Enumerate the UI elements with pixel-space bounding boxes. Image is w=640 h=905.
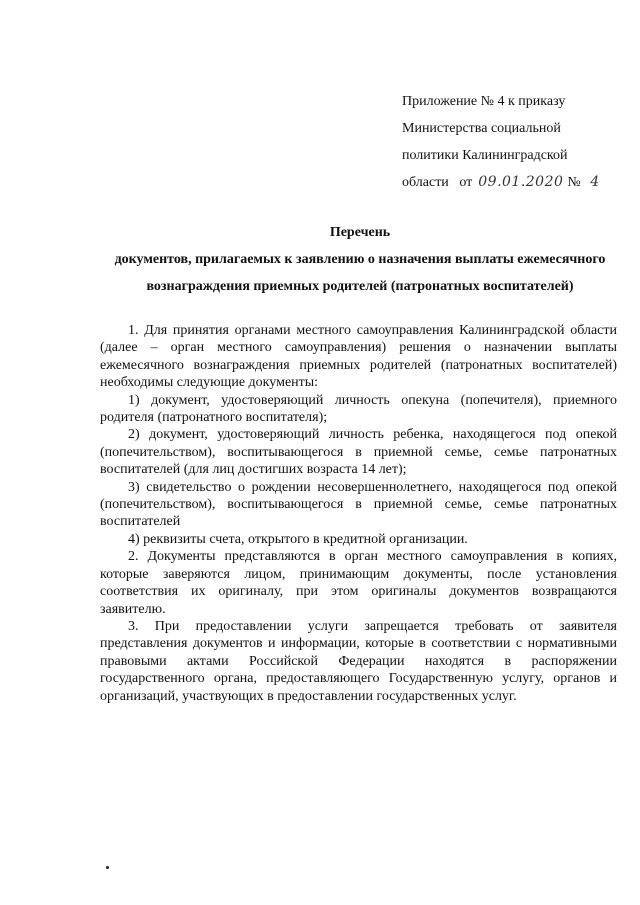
document-title xyxy=(100,219,620,300)
title-line-3: вознаграждения приемных родителей (патронатных воспитателей) xyxy=(146,279,574,294)
appendix-line-1: Приложение № 4 к приказу xyxy=(402,94,566,109)
appendix-date-line xyxy=(402,169,622,196)
list-item-3: 3) свидетельство о рождении несовершеннолетнего, находящегося под опекой (попечительством), воспитывающегося в приемной семье, семье патронатных воспитателей xyxy=(100,479,617,530)
paragraph-2: 2. Документы представляются в орган местного самоуправления в копиях, которые заверяются лицом, принимающим документы, после установления соответствия их оригиналу, при этом оригиналы документов возвращаются заявителю. xyxy=(100,549,617,617)
list-item-1: 1) документ, удостоверяющий личность опекуна (попечителя), приемного родителя (патронатного воспитателя); xyxy=(100,392,617,426)
list-item-4: 4) реквизиты счета, открытого в кредитной организации. xyxy=(128,531,468,547)
paragraph-3: 3. При предоставлении услуги запрещается требовать от заявителя представления документов и информации, которые в соответствии с нормативными правовыми актами Российской Федерации находятся в распоряжении государственного органа, предоставляющего Государственную услугу, органов и организаций, участвующих в предоставлении государственных услуг. xyxy=(100,618,617,704)
handwritten-number: 4 xyxy=(590,174,600,190)
appendix-number-sign: № xyxy=(567,175,581,190)
appendix-line-3: политики Калининградской xyxy=(402,148,568,163)
appendix-header xyxy=(402,88,622,196)
document-body xyxy=(100,322,617,705)
appendix-from-word: от xyxy=(459,175,473,190)
appendix-region-word: области xyxy=(402,175,449,190)
list-item-2: 2) документ, удостоверяющий личность ребенка, находящегося под опекой (попечительством), воспитывающегося в приемной семье, семье патронатных воспитателей (для лиц достигших возраста 14 лет); xyxy=(100,427,617,478)
appendix-line-2: Министерства социальной xyxy=(402,121,561,136)
title-heading: Перечень xyxy=(329,225,391,240)
title-line-2: документов, прилагаемых к заявлению о назначения выплаты ежемесячного xyxy=(114,252,606,267)
scan-dot-mark xyxy=(106,866,109,869)
paragraph-1: 1. Для принятия органами местного самоуправления Калининградской области (далее – орган местного самоуправления) решения о назначении выплаты ежемесячного вознаграждения приемных родителей (патронатных воспитателей) необходимы следующие документы: xyxy=(100,323,617,391)
handwritten-date: 09.01.2020 xyxy=(478,174,564,190)
